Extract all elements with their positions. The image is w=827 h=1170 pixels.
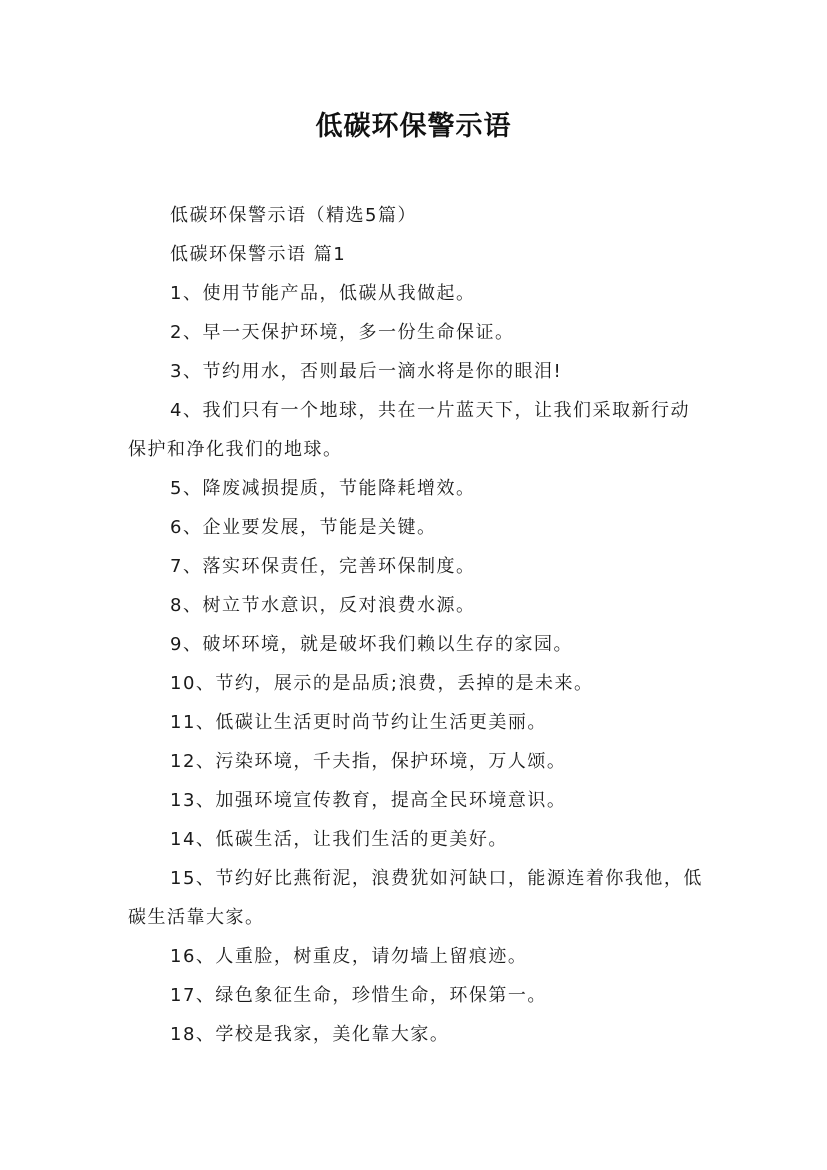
document-body [128,196,706,1054]
slogan-item: 6、企业要发展，节能是关键。 [170,517,437,538]
slogan-item: 10、节约，展示的是品质;浪费，丢掉的是未来。 [170,673,594,694]
slogan-item: 11、低碳让生活更时尚节约让生活更美丽。 [170,712,547,733]
slogan-item: 3、节约用水，否则最后一滴水将是你的眼泪! [170,361,563,382]
slogan-item: 13、加强环境宣传教育，提高全民环境意识。 [170,790,567,811]
slogan-item: 14、低碳生活，让我们生活的更美好。 [170,829,508,850]
slogan-item: 15、节约好比燕衔泥，浪费犹如河缺口，能源连着你我他，低碳生活靠大家。 [128,868,703,928]
slogan-item: 2、早一天保护环境，多一份生命保证。 [170,322,515,343]
slogan-item: 16、人重脸，树重皮，请勿墙上留痕迹。 [170,946,528,967]
slogan-item: 12、污染环境，千夫指，保护环境，万人颂。 [170,751,567,772]
slogan-item: 8、树立节水意识，反对浪费水源。 [170,595,476,616]
slogan-item: 9、破坏环境，就是破坏我们赖以生存的家园。 [170,634,573,655]
slogan-item: 1、使用节能产品，低碳从我做起。 [170,283,476,304]
document-title: 低碳环保警示语 [315,111,512,142]
slogan-item: 5、降废减损提质，节能降耗增效。 [170,478,476,499]
paragraph-heading: 低碳环保警示语（精选5篇） [170,205,417,226]
paragraph-section-title: 低碳环保警示语 篇1 [170,244,347,265]
slogan-item: 4、我们只有一个地球，共在一片蓝天下，让我们采取新行动保护和净化我们的地球。 [128,400,690,460]
slogan-item: 17、绿色象征生命，珍惜生命，环保第一。 [170,985,547,1006]
slogan-item: 7、落实环保责任，完善环保制度。 [170,556,476,577]
slogan-item: 18、学校是我家，美化靠大家。 [170,1024,450,1045]
